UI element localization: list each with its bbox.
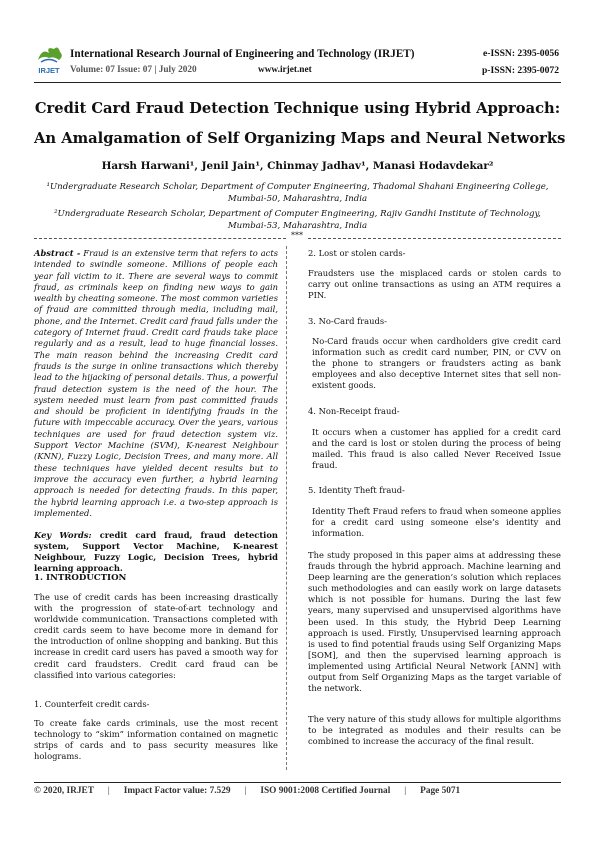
keywords bbox=[34, 530, 278, 574]
category-3-heading: 3. No-Card frauds- bbox=[308, 316, 387, 326]
category-1-paragraph: To create fake cards criminals, use the most recent technology to “skim” information contained on magnetic strips of cards and to pass security measures like holograms. bbox=[34, 718, 278, 762]
category-4-paragraph: It occurs when a customer has applied for a credit card and the card is lost or stolen during the process of being mailed. This fraud is also called Never Received Issue fraud. bbox=[312, 427, 561, 471]
introduction-heading: 1. INTRODUCTION bbox=[34, 573, 127, 583]
footer-separator: | bbox=[107, 786, 110, 796]
column-divider bbox=[286, 246, 287, 770]
footer-separator: | bbox=[404, 786, 407, 796]
category-4-heading: 4. Non-Receipt fraud- bbox=[308, 406, 400, 416]
journal-website-link[interactable]: www.irjet.net bbox=[258, 65, 312, 75]
abstract-text: Fraud is an extensive term that refers to acts intended to swindle someone. Millions of people each year fall victim to it. There are several ways to commit fraud, as criminals keep on finding new ways to gain wealth by cheating someone. The most common varieties of fraud are committed through media, including mail, phone, and the Internet. Credit card fraud falls under the category of Internet fraud. Credit card frauds take place regularly and as a result, lead to huge financial losses. The main reason behind the increasing Credit card frauds is the surge in online transactions which thereby lead to the hijacking of personal details. Thus, a powerful fraud detection system is the need of the hour. The system needed must learn from past committed frauds and should be proficient in identifying frauds in the future with impeccable accuracy. Over the years, various techniques are used for fraud detection system viz. Support Vector Machine (SVM), K-nearest Neighbour (KNN), Fuzzy Logic, Decision Trees, and many more. All these techniques have yielded decent results but to improve the accuracy even further, a hybrid learning approach is needed for detecting frauds. In this paper, the hybrid learning approach i.e. a two-step approach is implemented. bbox=[34, 248, 278, 518]
p-issn: p-ISSN: 2395-0072 bbox=[481, 65, 559, 76]
journal-logo bbox=[34, 44, 64, 76]
category-2-heading: 2. Lost or stolen cards- bbox=[308, 248, 406, 258]
footer-divider bbox=[34, 782, 561, 783]
affiliation-1: ¹Undergraduate Research Scholar, Department of Computer Engineering, Thadomal Shahani Engineering College, Mumbai-50, Maharashtra, India bbox=[46, 182, 549, 204]
page-footer bbox=[34, 786, 561, 796]
study-paragraph: The study proposed in this paper aims at addressing these frauds through the hybrid approach. Machine learning and Deep learning are the generation’s solution which replaces such methodologies and can easily work on large datasets which is not possible for humans. During the last few years, many supervised and unsupervised algorithms have been used. In this study, the Hybrid Deep Learning approach is used. Firstly, Unsupervised learning approach is used to find potential frauds using Self Organizing Maps [SOM], and then the supervised learning approach is implemented using Artificial Neural Network [ANN] with output from Self Organizing Maps as the target variable of the network. bbox=[308, 550, 561, 694]
study-nature-paragraph: The very nature of this study allows for multiple algorithms to be integrated as modules and their results can be combined to increase the accuracy of the final result. bbox=[308, 714, 561, 747]
keywords-label: Key Words: bbox=[34, 530, 92, 540]
separator-stars: *** bbox=[291, 231, 303, 240]
category-5-paragraph: Identity Theft Fraud refers to fraud when someone applies for a credit card using someone else’s identity and information. bbox=[312, 506, 561, 539]
separator-dash-left bbox=[34, 238, 286, 239]
journal-title: International Research Journal of Engineering and Technology (IRJET) bbox=[70, 48, 415, 60]
abstract bbox=[34, 248, 278, 519]
category-1-heading: 1. Counterfeit credit cards- bbox=[34, 699, 150, 709]
footer-separator: | bbox=[244, 786, 247, 796]
paper-title-line-2: An Amalgamation of Self Organizing Maps and Neural Networks bbox=[34, 130, 566, 147]
footer-impact-factor: Impact Factor value: 7.529 bbox=[123, 786, 231, 796]
footer-iso: ISO 9001:2008 Certified Journal bbox=[260, 786, 391, 796]
keywords-text: credit card fraud, fraud detection system, Support Vector Machine, K-nearest Neighbour, Fuzzy Logic, Decision Trees, hybrid learning approach. bbox=[34, 530, 278, 574]
paper-title-line-1: Credit Card Fraud Detection Technique using Hybrid Approach: bbox=[34, 100, 561, 117]
footer-copyright: © 2020, IRJET bbox=[34, 786, 94, 796]
category-2-paragraph: Fraudsters use the misplaced cards or stolen cards to carry out online transactions as using an ATM requires a PIN. bbox=[308, 268, 561, 301]
separator-dash-right bbox=[308, 238, 561, 239]
volume-issue: Volume: 07 Issue: 07 | July 2020 bbox=[70, 65, 197, 75]
section-separator bbox=[34, 231, 561, 242]
logo-text: IRJET bbox=[38, 66, 60, 75]
journal-logo-mark bbox=[34, 44, 64, 76]
category-5-heading: 5. Identity Theft fraud- bbox=[308, 485, 405, 495]
footer-page-number: Page 5071 bbox=[420, 786, 461, 796]
category-3-paragraph: No-Card frauds occur when cardholders give credit card information such as credit card number, PIN, or CVV on the phone to strangers or fraudsters acting as bank employees and also deceptive Internet sites that sell non-existent goods. bbox=[312, 336, 561, 391]
abstract-label: Abstract - bbox=[34, 248, 81, 258]
header-divider bbox=[34, 82, 561, 83]
e-issn: e-ISSN: 2395-0056 bbox=[483, 48, 559, 59]
introduction-paragraph: The use of credit cards has been increasing drastically with the progression of state-of-art technology and worldwide communication. Transactions completed with credit cards seem to have become more in demand for the introduction of online shopping and banking. But this increase in credit card users has paved a smooth way for credit card fraudsters. Credit card fraud can be classified into various categories: bbox=[34, 592, 278, 680]
author-list: Harsh Harwani¹, Jenil Jain¹, Chinmay Jadhav¹, Manasi Hodavdekar² bbox=[101, 160, 494, 172]
affiliation-2: ²Undergraduate Research Scholar, Department of Computer Engineering, Rajiv Gandhi Institute of Technology, Mumbai-53, Maharashtra, India bbox=[54, 209, 541, 231]
